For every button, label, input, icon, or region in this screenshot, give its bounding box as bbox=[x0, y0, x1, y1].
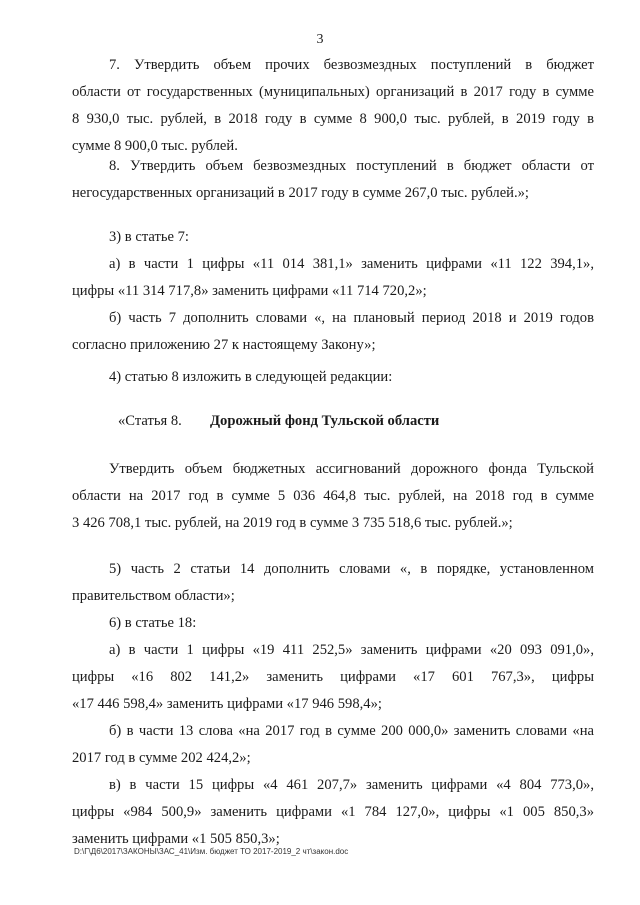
article-8-number: «Статья 8. bbox=[118, 413, 182, 429]
paragraph-7-line-2: области от государственных (муниципальных) организаций в 2017 году в сумме bbox=[72, 84, 594, 100]
item-3 bbox=[72, 224, 594, 359]
article-8-line-1: Утвердить объем бюджетных ассигнований дорожного фонда Тульской bbox=[109, 461, 594, 477]
article-8-line-3: 3 426 708,1 тыс. рублей, на 2019 год в сумме 3 735 518,6 тыс. рублей.»; bbox=[72, 515, 513, 531]
item-3-a-line-2: цифры «11 314 717,8» заменить цифрами «11 714 720,2»; bbox=[72, 283, 427, 299]
article-8-heading bbox=[118, 408, 598, 435]
item-6-a-line-1: а) в части 1 цифры «19 411 252,5» заменить цифрами «20 093 091,0», bbox=[109, 642, 594, 658]
item-6 bbox=[72, 610, 594, 853]
article-8-body bbox=[72, 456, 594, 537]
file-path-footer: D:\Г\Д6\2017\ЗАКОНЫ\ЗАС_41\Изм. бюджет ТО 2017-2019_2 чт\закон.doc bbox=[74, 847, 349, 856]
item-6-c-line-3: заменить цифрами «1 505 850,3»; bbox=[72, 831, 280, 847]
item-6-b-line-1: б) в части 13 слова «на 2017 год в сумме 200 000,0» заменить словами «на bbox=[109, 723, 594, 739]
item-5-line-2: правительством области»; bbox=[72, 588, 235, 604]
item-3-b-line-1: б) часть 7 дополнить словами «, на плановый период 2018 и 2019 годов bbox=[109, 310, 594, 326]
item-5 bbox=[72, 556, 594, 610]
paragraph-8 bbox=[72, 153, 594, 207]
paragraph-7-line-3: 8 930,0 тыс. рублей, в 2018 году в сумме 8 900,0 тыс. рублей, в 2019 году в bbox=[72, 111, 594, 127]
item-3-intro: 3) в статье 7: bbox=[109, 229, 189, 245]
item-4-intro: 4) статью 8 изложить в следующей редакции: bbox=[109, 369, 393, 385]
page-number: 3 bbox=[316, 32, 324, 47]
paragraph-7-line-1: 7. Утвердить объем прочих безвозмездных поступлений в бюджет bbox=[109, 57, 594, 73]
item-6-c-line-1: в) в части 15 цифры «4 461 207,7» заменить цифрами «4 804 773,0», bbox=[109, 777, 594, 793]
paragraph-7-line-4: сумме 8 900,0 тыс. рублей. bbox=[72, 138, 238, 154]
item-6-intro: 6) в статье 18: bbox=[109, 615, 197, 631]
paragraph-7 bbox=[72, 52, 594, 160]
item-6-a-line-2: цифры «16 802 141,2» заменить цифрами «17 601 767,3», цифры bbox=[72, 669, 594, 685]
paragraph-8-line-1: 8. Утвердить объем безвозмездных поступлений в бюджет области от bbox=[109, 158, 594, 174]
article-8-title: Дорожный фонд Тульской области bbox=[210, 413, 440, 429]
item-6-b-line-2: 2017 год в сумме 202 424,2»; bbox=[72, 750, 251, 766]
item-6-a-line-3: «17 446 598,4» заменить цифрами «17 946 598,4»; bbox=[72, 696, 382, 712]
item-5-line-1: 5) часть 2 статьи 14 дополнить словами «, в порядке, установленном bbox=[109, 561, 594, 577]
paragraph-8-line-2: негосударственных организаций в 2017 году в сумме 267,0 тыс. рублей.»; bbox=[72, 185, 529, 201]
article-8-line-2: области на 2017 год в сумме 5 036 464,8 тыс. рублей, на 2018 год в сумме bbox=[72, 488, 594, 504]
item-3-b-line-2: согласно приложению 27 к настоящему Закону»; bbox=[72, 337, 376, 353]
item-3-a-line-1: а) в части 1 цифры «11 014 381,1» заменить цифрами «11 122 394,1», bbox=[109, 256, 594, 272]
item-6-c-line-2: цифры «984 500,9» заменить цифрами «1 784 127,0», цифры «1 005 850,3» bbox=[72, 804, 594, 820]
item-4 bbox=[72, 364, 594, 391]
